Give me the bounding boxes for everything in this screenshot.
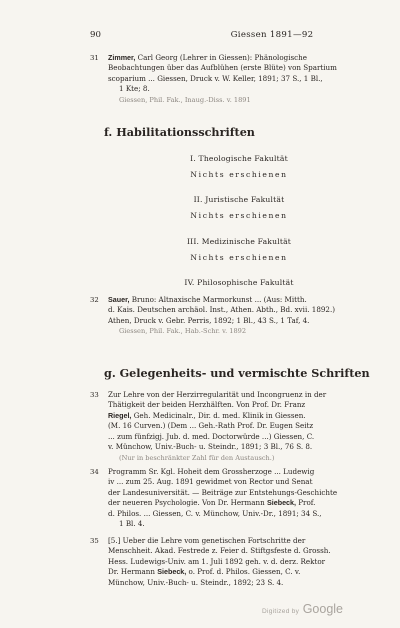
entry-line: Menschheit. Akad. Festrede z. Feier d. Stiftgsfeste d. Grossh.	[108, 546, 331, 556]
author-name: Siebeck,	[266, 499, 296, 508]
author-name: Siebeck,	[157, 568, 187, 577]
entry-line: der Landesuniversität. — Beiträge zur Entstehungs-Geschichte	[108, 487, 338, 497]
running-title: Giessen 1891—92	[230, 30, 314, 40]
section-heading-f: f. Habilitationsschriften	[104, 125, 255, 139]
author-name: Sauer,	[108, 296, 130, 304]
author-name: Riegel,	[108, 411, 132, 420]
entry-line: 1 Kte; 8.	[119, 84, 150, 94]
entry-line: Hess. Ludewigs-Univ. am 1. Juli 1892 geh. v. d. derz. Rektor	[108, 556, 326, 566]
entry-line: der neueren Psychologie. Von Dr. Hermann Siebeck, Prof.	[108, 498, 316, 508]
entry-line: ... zum fünfzigj. Jub. d. med. Doctorwürde ...) Giessen, C.	[108, 431, 315, 441]
watermark-prefix: Digitized by	[262, 608, 300, 615]
entry-line: d. Kais. Deutschen archäol. Inst., Athen. Abth., Bd. xvii. 1892.)	[108, 305, 336, 315]
entry-line: d. Philos. ... Giessen, C. v. Münchow, Univ.-Dr., 1891; 34 S.,	[108, 508, 322, 518]
entry-line: scoparium ... Giessen, Druck v. W. Keller, 1891; 37 S., 1 Bl.,	[108, 73, 323, 83]
faculty-heading: III. Medizinische Fakultät	[186, 237, 292, 246]
page-number: 90	[90, 30, 101, 40]
author-name: Zimmer,	[108, 54, 136, 62]
faculty-heading: II. Juristische Fakultät	[193, 195, 285, 204]
entry-line: Thätigkeit der beiden Herzhälften. Von Prof. Dr. Franz	[108, 400, 306, 410]
habilitation-note: Giessen, Phil. Fak., Hab.-Schr. v. 1892	[119, 327, 247, 336]
dissertation-note: Giessen, Phil. Fak., Inaug.-Diss. v. 1891	[119, 95, 251, 104]
nothing-published-note: Nichts erschienen	[190, 211, 288, 220]
entry-line: Zimmer, Carl Georg (Lehrer in Giessen): Phänologische	[108, 53, 307, 62]
exchange-note: (Nur in beschränkter Zahl für den Austausch.)	[119, 453, 275, 462]
entry-line: [5.] Ueber die Lehre vom genetischen Fortschritte der	[108, 536, 306, 545]
entry-line: iv ... zum 25. Aug. 1891 gewidmet von Rector und Senat	[108, 477, 313, 487]
entry-line: Athen, Druck v. Gebr. Perris, 1892; 1 Bl., 43 S., 1 Taf, 4.	[108, 315, 310, 325]
entry-number: 32	[90, 296, 99, 304]
entry-number: 31	[90, 54, 99, 62]
entry-number: 33	[90, 391, 99, 399]
entry-line: v. Münchow, Univ.-Buch- u. Steindr., 1891; 3 Bl., 76 S. 8.	[108, 442, 313, 452]
entry-number: 34	[90, 468, 99, 476]
watermark-brand: Google	[302, 602, 343, 616]
nothing-published-note: Nichts erschienen	[190, 253, 288, 262]
entry-line: Münchow, Univ.-Buch- u. Steindr., 1892; 23 S. 4.	[108, 577, 284, 587]
entry-number: 35	[90, 537, 99, 545]
entry-line: Beobachtungen über das Aufblühen (erste Blüte) von Spartium	[108, 63, 337, 73]
google-watermark	[262, 602, 343, 616]
faculty-heading: IV. Philosophische Fakultät	[184, 278, 294, 287]
entry-line: Sauer, Bruno: Altnaxische Marmorkunst ... (Aus: Mitth.	[108, 295, 307, 304]
entry-line: 1 Bl. 4.	[119, 519, 145, 529]
entry-line: Zur Lehre von der Herzirregularität und Incongruenz in der	[108, 390, 327, 399]
faculty-heading: I. Theologische Fakultät	[190, 154, 288, 163]
nothing-published-note: Nichts erschienen	[190, 170, 288, 179]
entry-line: Programm Sr. Kgl. Hoheit dem Grossherzoge ... Ludewig	[108, 467, 315, 476]
section-heading-g: g. Gelegenheits- und vermischte Schriften	[104, 366, 370, 380]
entry-line: Riegel, Geh. Medicinalr., Dir. d. med. Klinik in Giessen.	[108, 410, 306, 420]
entry-line: (M. 16 Curven.) (Dem ... Geh.-Rath Prof. Dr. Eugen Seitz	[108, 421, 314, 431]
entry-line: Dr. Hermann Siebeck, o. Prof. d. Philos. Giessen, C. v.	[108, 567, 301, 577]
